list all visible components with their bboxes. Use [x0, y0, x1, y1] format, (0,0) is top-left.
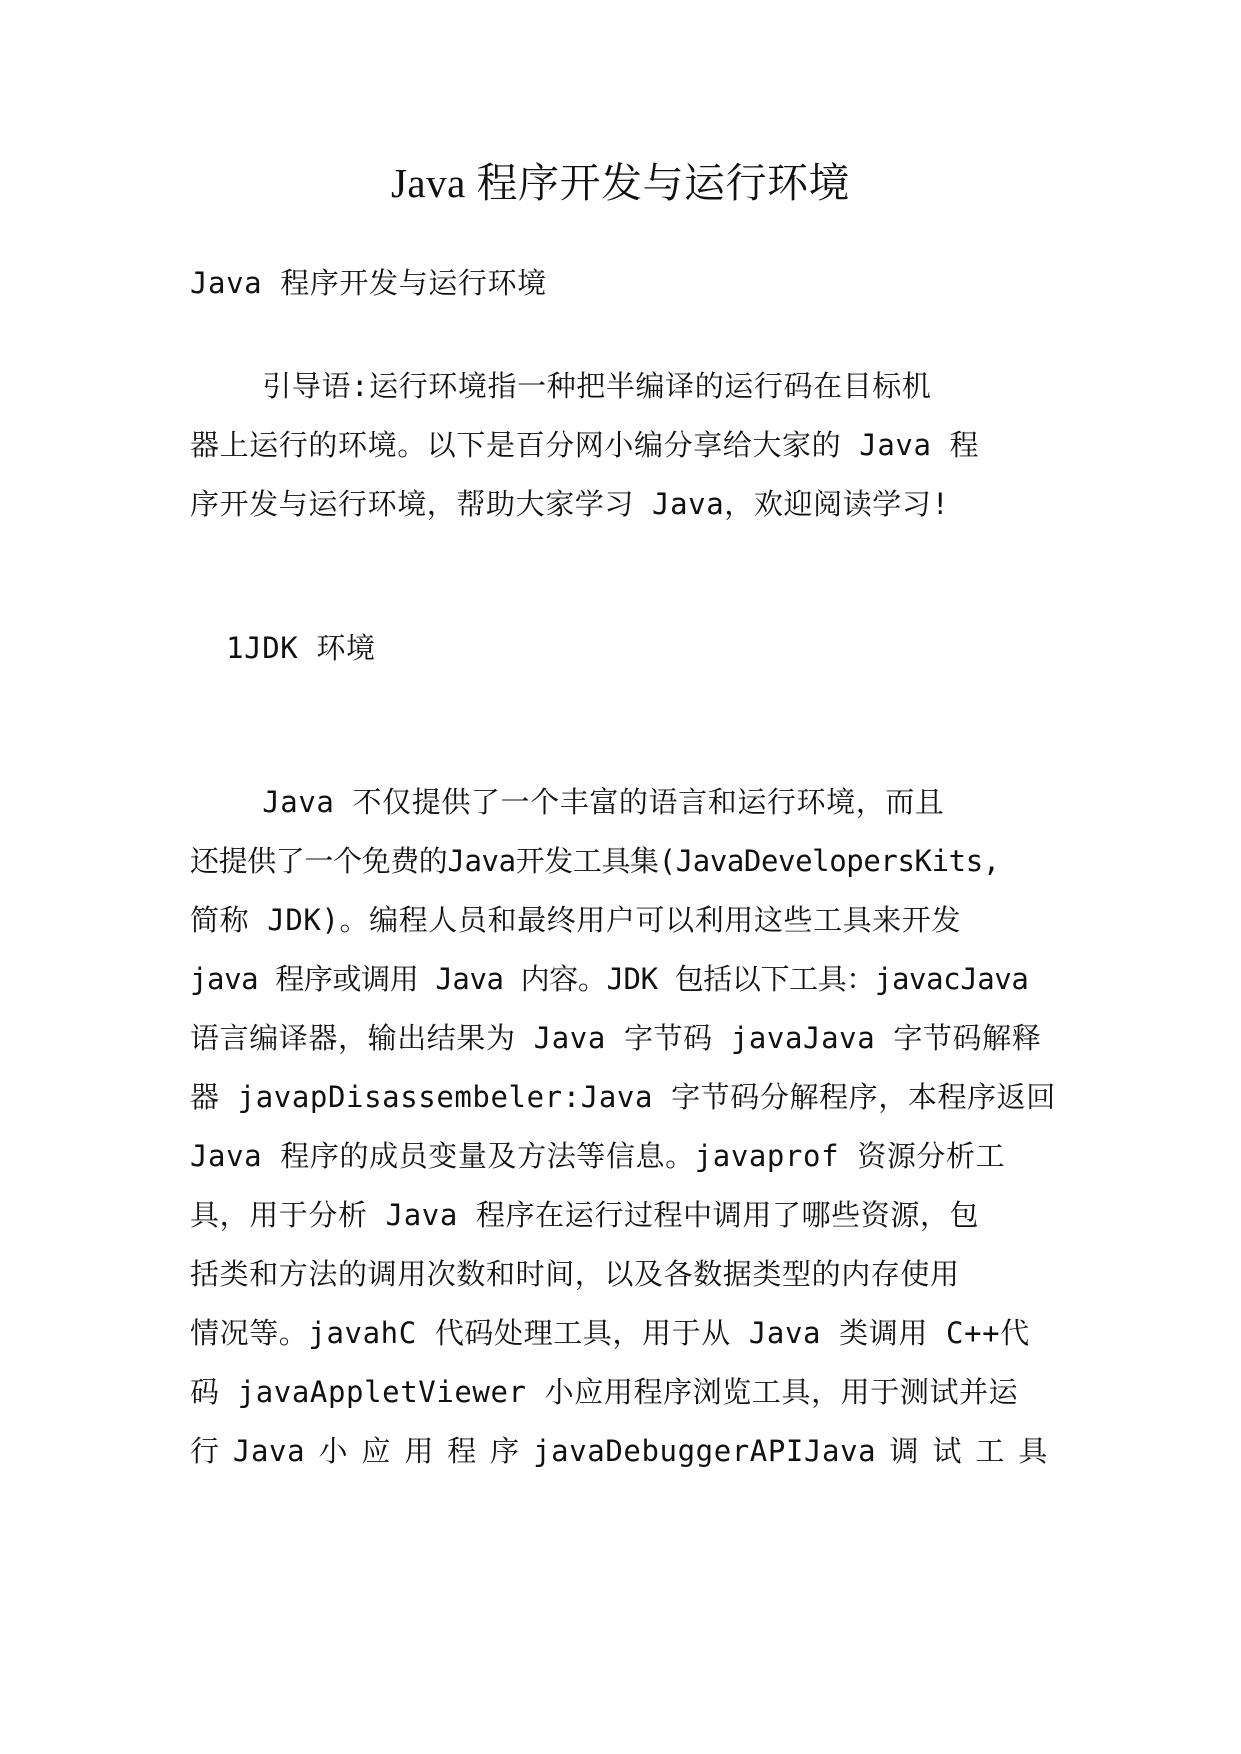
body-word: 行 [190, 1434, 220, 1468]
body-word: 应 [361, 1434, 392, 1468]
body-word: Java [232, 1434, 306, 1468]
body-last-line [190, 1422, 1048, 1481]
document-subtitle: Java 程序开发与运行环境 [190, 266, 547, 300]
section-heading: 1JDK 环境 [190, 631, 376, 665]
intro-line: 器上运行的环境。以下是百分网小编分享给大家的 Java 程 [190, 428, 980, 462]
body-line: Java 程序的成员变量及方法等信息。javaprof 资源分析工 [190, 1139, 1006, 1173]
body-word: 工 [975, 1434, 1005, 1468]
body-line: 简称 JDK)。编程人员和最终用户可以利用这些工具来开发 [190, 903, 962, 937]
body-line: 括类和方法的调用次数和时间，以及各数据类型的内存使用 [190, 1257, 960, 1291]
body-line: 语言编译器，输出结果为 Java 字节码 javaJava 字节码解释 [190, 1021, 1042, 1055]
body-word: 用 [404, 1434, 434, 1468]
body-word: 程 [447, 1434, 477, 1468]
body-line: 情况等。javahC 代码处理工具，用于从 Java 类调用 C++代 [190, 1316, 1030, 1350]
body-word: 序 [490, 1434, 520, 1468]
body-word: 试 [932, 1434, 963, 1468]
body-word: 具 [1018, 1434, 1048, 1468]
body-line: 器 javapDisassembeler:Java 字节码分解程序，本程序返回 [190, 1080, 1056, 1114]
document-title: Java 程序开发与运行环境 [390, 160, 851, 206]
body-line: java 程序或调用 Java 内容。JDK 包括以下工具：javacJava [190, 962, 1029, 996]
intro-line: 序开发与运行环境，帮助大家学习 Java，欢迎阅读学习! [190, 487, 950, 521]
body-line: 具，用于分析 Java 程序在运行过程中调用了哪些资源，包 [190, 1198, 980, 1232]
intro-paragraph [190, 357, 1048, 534]
body-word: 调 [889, 1434, 920, 1468]
body-word: javaDebuggerAPIJava [533, 1434, 877, 1468]
body-line: Java 不仅提供了一个丰富的语言和运行环境，而且 [190, 785, 945, 819]
body-line: 码 javaAppletViewer 小应用程序浏览工具，用于测试并运 [190, 1375, 1019, 1409]
body-word: 小 [318, 1434, 349, 1468]
intro-line: 引导语:运行环境指一种把半编译的运行码在目标机 [190, 369, 932, 403]
body-line: 还提供了一个免费的Java开发工具集(JavaDevelopersKits, [190, 844, 1000, 878]
body-paragraph [190, 773, 1056, 1481]
